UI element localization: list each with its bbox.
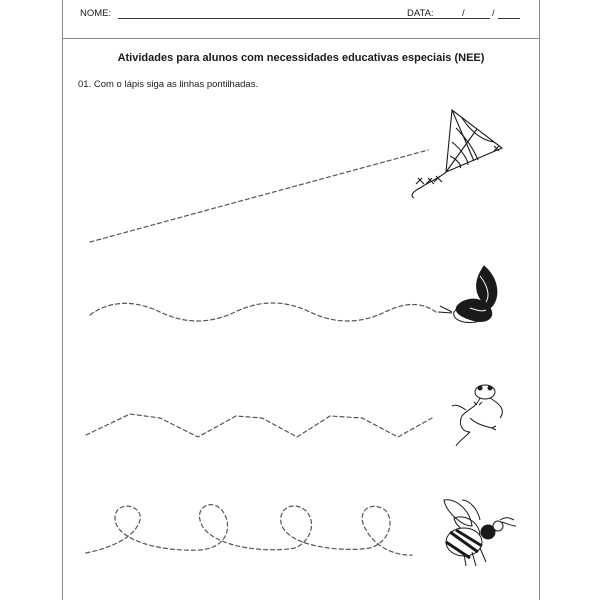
tracing-line-loops[interactable] (86, 505, 412, 555)
name-label: NOME: (80, 8, 112, 19)
tracing-line-diagonal[interactable] (90, 150, 428, 242)
kite-icon (412, 110, 502, 198)
date-separator: / (492, 8, 495, 19)
bee-icon (444, 500, 516, 566)
page-title: Atividades para alunos com necessidades educativas especiais (NEE) (117, 52, 485, 64)
tracing-line-zigzag[interactable] (86, 414, 432, 437)
date-label: DATA: (407, 8, 434, 19)
tracing-line-wave[interactable] (90, 303, 436, 321)
instruction-text: 01. Com o lápis siga as linhas pontilhadas. (78, 79, 259, 90)
frog-icon (452, 385, 502, 446)
butterfly-icon (438, 266, 497, 323)
date-separator: / (462, 8, 465, 19)
